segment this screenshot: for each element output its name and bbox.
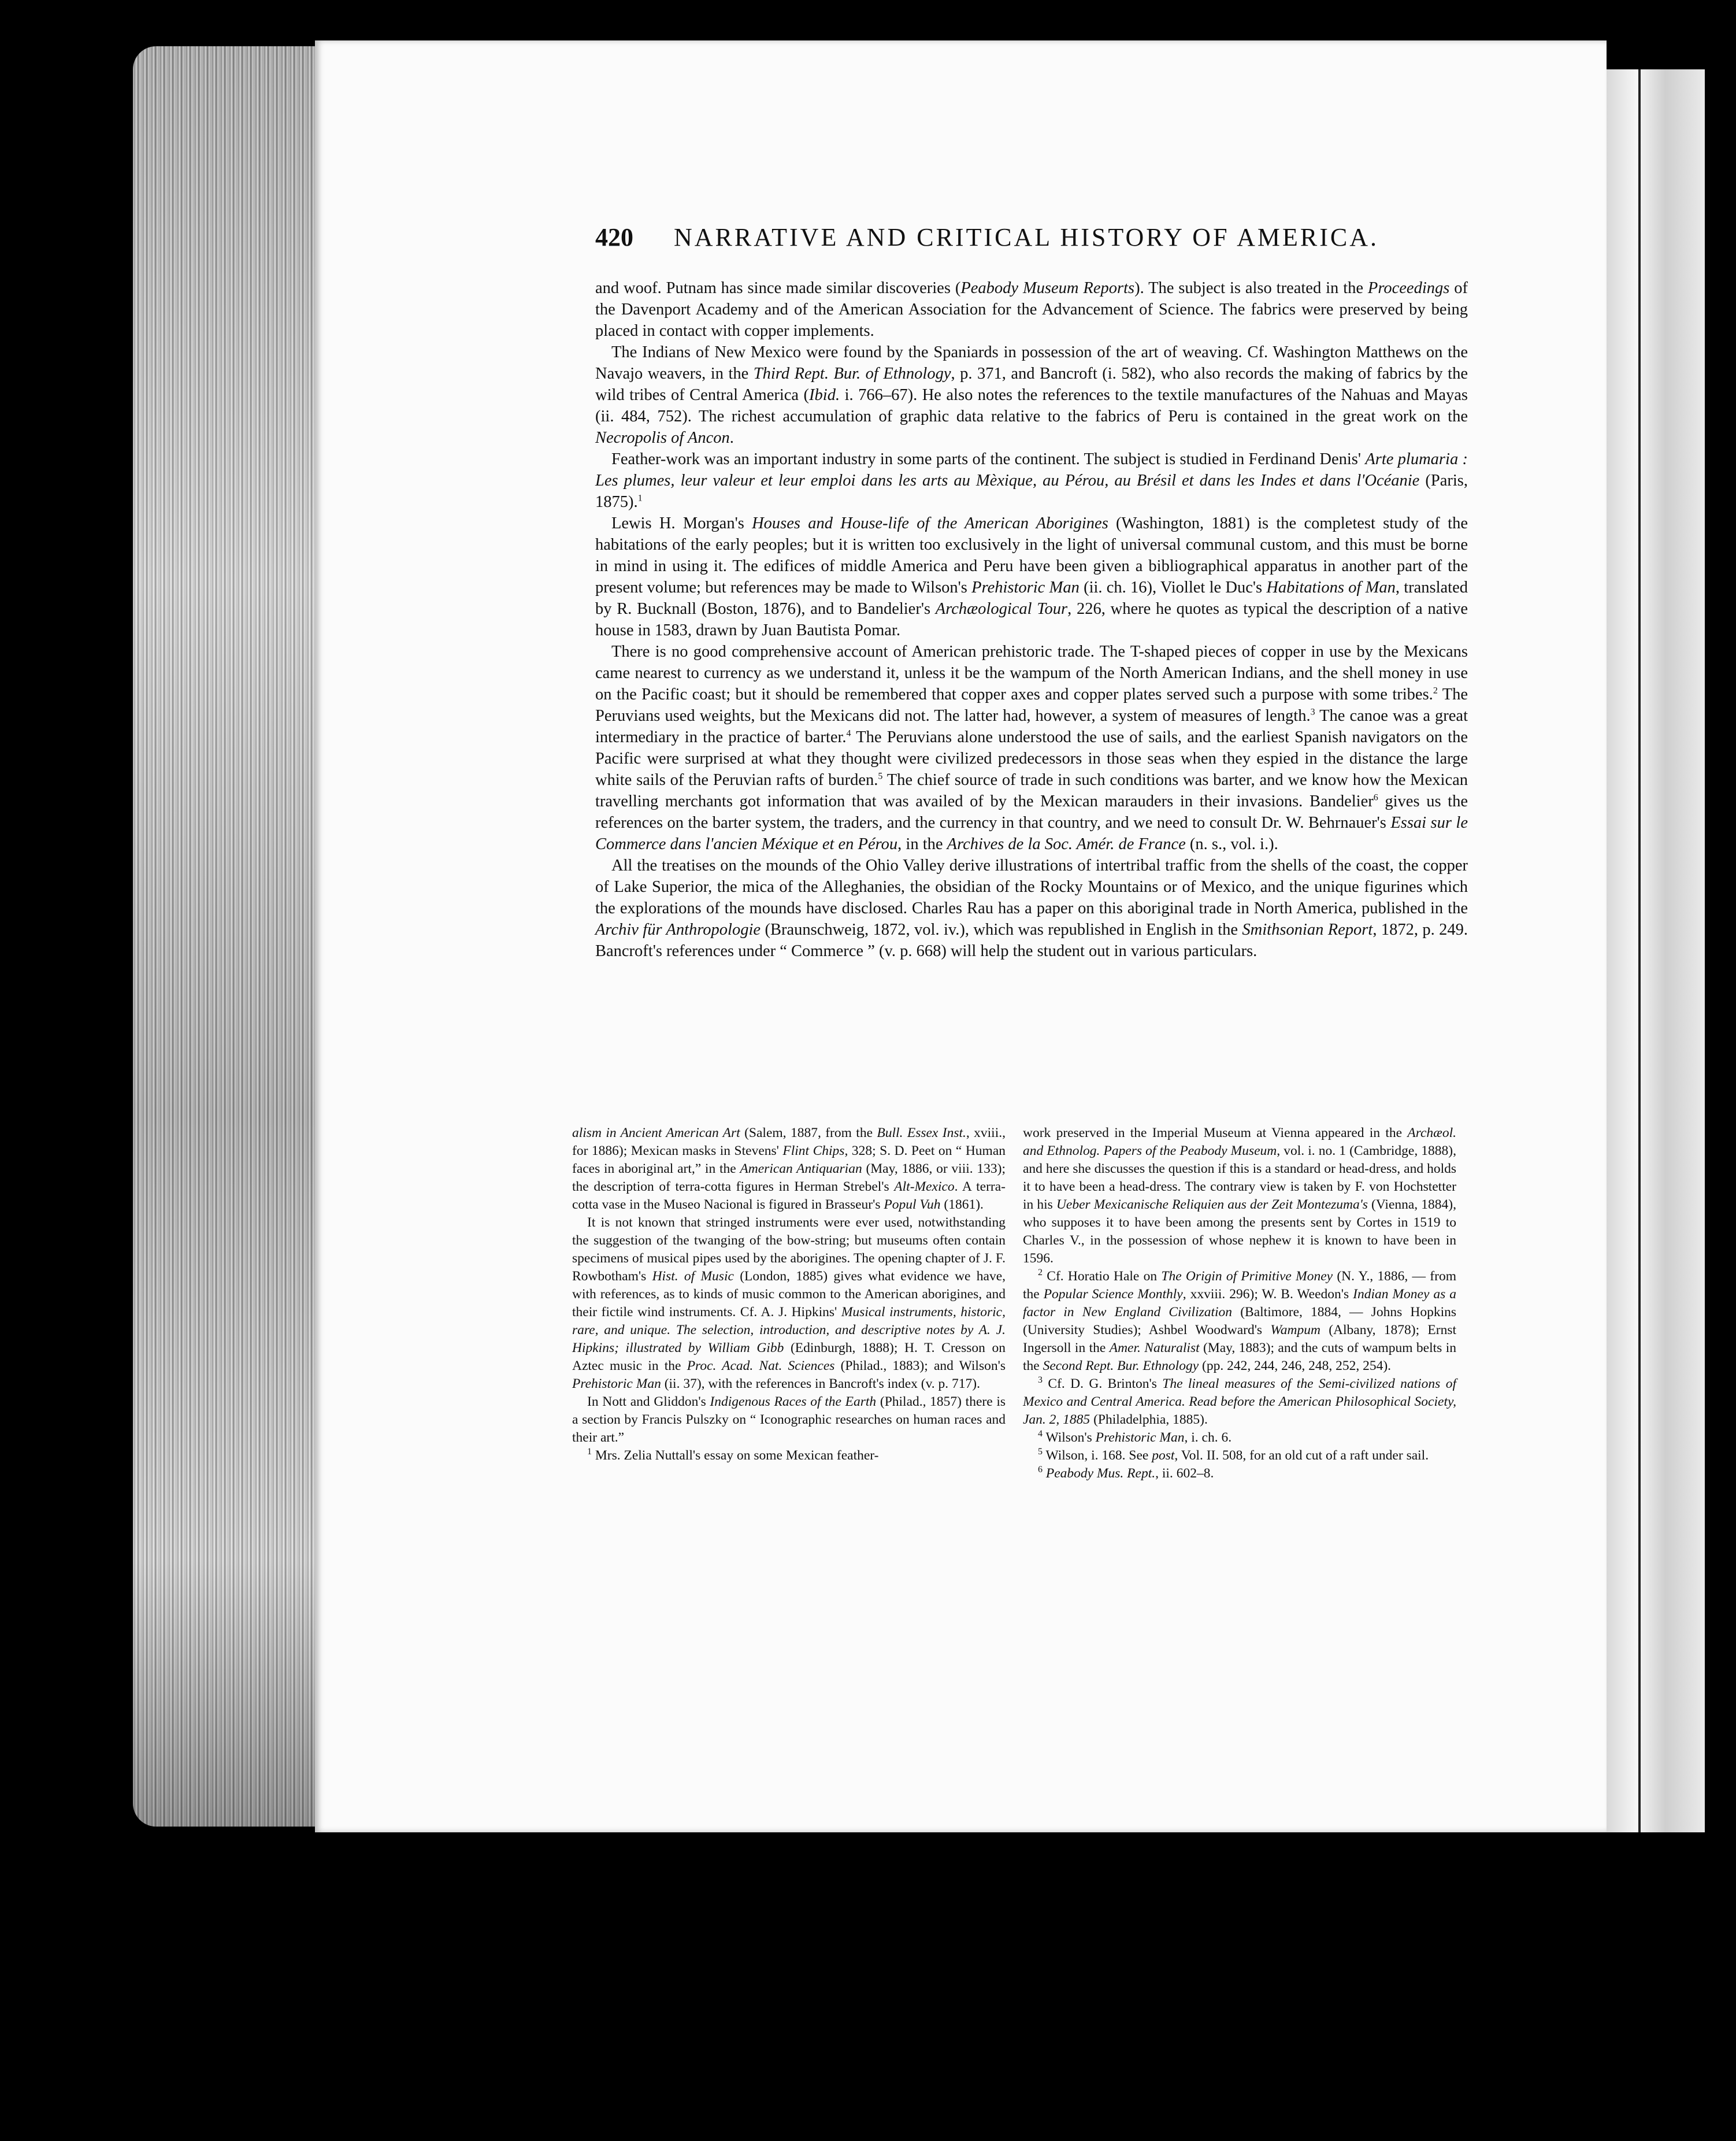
running-head	[595, 223, 1578, 269]
text-run: (n. s., vol. i.).	[1185, 835, 1278, 853]
text-run: Lewis H. Morgan's	[611, 514, 752, 532]
page-number: 420	[595, 223, 633, 251]
text-run: (Edinburgh, 1888); H. T. Cresson on Aztec music in the	[572, 1340, 1006, 1373]
text-run: (Paris, 1875).	[595, 472, 1468, 511]
italic-title: Essai sur le Commerce dans l'ancien Méxique et en Pérou	[595, 814, 1468, 853]
footnote-marker: 5	[878, 771, 883, 781]
footnote-marker: 4	[1038, 1429, 1043, 1439]
footnote-marker: 2	[1433, 686, 1438, 696]
italic-title: Habitations of Man	[1266, 579, 1396, 597]
text-run: (Salem, 1887, from the	[740, 1125, 877, 1140]
footnotes-right-column	[1023, 1124, 1456, 1483]
italic-title: Wampum	[1270, 1323, 1320, 1338]
text-run: , 328; S. D. Peet on “ Human faces in aboriginal art,” in the	[572, 1143, 1006, 1176]
text-run: (Washington, 1881) is the completest study of the habitations of the early peoples; but it is written too exclusively in the light of universal communal custom, and this must be borne in mind in using it. The edifices of middle America and Peru have been given a bibliographical apparatus in another part of the present volume; but references may be made to Wilson's	[595, 514, 1468, 597]
text-run: (May, 1883); and the cuts of wampum belts in the	[1023, 1340, 1456, 1373]
text-run: The canoe was a great intermediary in the practice of barter.	[595, 707, 1468, 746]
body-paragraph	[595, 342, 1468, 449]
italic-title: American Antiquarian	[740, 1161, 862, 1176]
italic-title: Archæological Tour	[935, 600, 1068, 618]
text-run: (Braunschweig, 1872, vol. iv.), which was republished in English in the	[761, 921, 1242, 939]
text-run: Feather-work was an important industry in some parts of the continent. The subject is studied in Ferdinand Denis'	[611, 450, 1366, 468]
footnote-paragraph	[572, 1124, 1006, 1214]
text-run: (Baltimore, 1884, — Johns Hopkins (University Studies); Ashbel Woodward's	[1023, 1305, 1456, 1338]
text-run: (Albany, 1878); Ernst Ingersoll in the	[1023, 1323, 1456, 1355]
text-run: Mrs. Zelia Nuttall's essay on some Mexican feather-	[592, 1448, 879, 1463]
text-run: , Vol. II. 508, for an old cut of a raft under sail.	[1174, 1448, 1429, 1463]
italic-title: Indigenous Races of the Earth	[710, 1394, 877, 1409]
footnote-marker: 3	[1310, 707, 1315, 717]
text-run: The Indians of New Mexico were found by the Spaniards in possession of the art of weaving. Cf. Washington Matthews on the Navajo weavers, in the	[595, 343, 1468, 383]
italic-title: Amer. Naturalist	[1109, 1340, 1200, 1355]
text-run: and woof. Putnam has since made similar discoveries (	[595, 279, 961, 297]
footnote-marker: 1	[587, 1447, 592, 1457]
text-run: (Philad., 1857) there is a section by Francis Pulszky on “ Iconographic researches on human races and their art.”	[572, 1394, 1006, 1445]
text-run: The Peruvians used weights, but the Mexicans did not. The latter had, however, a system of measures of length.	[595, 686, 1468, 725]
italic-title: Musical instruments, historic, rare, and unique. The selection, introduction, and descriptive notes by A. J. Hipkins; illustrated by William Gibb	[572, 1305, 1006, 1355]
italic-title: Prehistoric Man	[971, 579, 1080, 597]
text-run: , p. 371, and Bancroft (i. 582), who also records the making of fabrics by the wild tribes of Central America (	[595, 365, 1468, 404]
footnote-paragraph	[1023, 1375, 1456, 1429]
italic-title: The lineal measures of the Semi-civilized nations of Mexico and Central America. Read before the American Philosophical Society, Jan. 2, 1885	[1023, 1376, 1456, 1427]
text-run: .	[729, 429, 734, 447]
running-title: NARRATIVE AND CRITICAL HISTORY OF AMERICA.	[674, 223, 1379, 251]
text-run: (London, 1885) gives what evidence we have, with references, as to kinds of music common to the American aborigines, and their fictile wind instruments. Cf. A. J. Hipkins'	[572, 1269, 1006, 1320]
italic-title: Archives de la Soc. Amér. de France	[947, 835, 1186, 853]
text-run: Cf. Horatio Hale on	[1043, 1269, 1162, 1284]
text-run: It is not known that stringed instruments were ever used, notwithstanding the suggestion of the twanging of the bow-string; but museums often contain specimens of musical pipes used by the aborigines. The opening chapter of J. F. Rowbotham's	[572, 1215, 1006, 1284]
text-run: (ii. 37), with the references in Bancroft's index (v. p. 717).	[661, 1376, 981, 1391]
footnote-marker: 2	[1038, 1268, 1043, 1278]
text-run: Cf. D. G. Brinton's	[1043, 1376, 1163, 1391]
italic-title: Ibid.	[809, 386, 840, 404]
text-run: (1861).	[940, 1197, 984, 1212]
italic-title: Houses and House-life of the American Aborigines	[752, 514, 1108, 532]
italic-title: Popul Vuh	[884, 1197, 941, 1212]
page-gutter-line	[1638, 69, 1641, 1832]
footnote-marker: 5	[1038, 1447, 1043, 1457]
footnote-paragraph	[1023, 1447, 1456, 1465]
italic-title: Arte plumaria : Les plumes, leur valeur et leur emploi dans les arts au Mèxique, au Pérou, au Brésil et dans les Indes et dans l'Océanie	[595, 450, 1468, 490]
footnote-paragraph	[1023, 1268, 1456, 1375]
text-run: The chief source of trade in such conditions was barter, and we know how the Mexican travelling merchants got information that was availed of by the Mexican marauders in their invasions. Bandelier	[595, 771, 1468, 810]
footnote-paragraph	[1023, 1429, 1456, 1447]
footnote-paragraph	[572, 1447, 1006, 1465]
text-run: In Nott and Gliddon's	[587, 1394, 710, 1409]
italic-title: The Origin of Primitive Money	[1161, 1269, 1333, 1284]
italic-title: Archiv für Anthropologie	[595, 921, 761, 939]
text-run: , xxviii. 296); W. B. Weedon's	[1182, 1287, 1353, 1302]
text-run: (Philad., 1883); and Wilson's	[834, 1358, 1006, 1373]
scan-speck	[45, 1323, 60, 1336]
text-run: (ii. ch. 16), Viollet le Duc's	[1079, 579, 1267, 597]
facing-page-edge	[1607, 69, 1705, 1832]
italic-title: Alt-Mexico	[894, 1179, 955, 1194]
italic-title: Smithsonian Report	[1242, 921, 1373, 939]
text-run: , 1872, p. 249. Bancroft's references under “ Commerce ” (v. p. 668) will help the student out in various particulars.	[595, 921, 1468, 960]
body-paragraph	[595, 641, 1468, 855]
italic-title: Flint Chips	[782, 1143, 845, 1158]
text-run: The Peruvians alone understood the use of sails, and the earliest Spanish navigators on the Pacific were surprised at what they thought were civilized predecessors in those seas when they espied in the distance the large white sails of the Peruvian rafts of burden.	[595, 728, 1468, 789]
text-run: , translated by R. Bucknall (Boston, 1876), and to Bandelier's	[595, 579, 1468, 618]
text-run: , ii. 602–8.	[1155, 1466, 1214, 1481]
text-run: (pp. 242, 244, 246, 248, 252, 254).	[1199, 1358, 1392, 1373]
text-run: (May, 1886, or viii. 133); the description of terra-cotta figures in Herman Strebel's	[572, 1161, 1006, 1194]
body-paragraph	[595, 449, 1468, 513]
italic-title: Hist. of Music	[652, 1269, 734, 1284]
italic-title: Proceedings	[1367, 279, 1450, 297]
body-paragraph	[595, 855, 1468, 962]
body-paragraph	[595, 277, 1468, 342]
text-run: , vol. i. no. 1 (Cambridge, 1888), and here she discusses the question if this is a standard or head-dress, and holds it to have been a head-dress. The contrary view is taken by F. von Hochstetter in his	[1023, 1143, 1456, 1212]
italic-title: Peabody Museum Reports	[960, 279, 1135, 297]
italic-title: Popular Science Monthly	[1043, 1287, 1183, 1302]
text-run: All the treatises on the mounds of the Ohio Valley derive illustrations of intertribal traffic from the shells of the coast, the copper of Lake Superior, the mica of the Alleghanies, the obsidian of the Rocky Mountains or of Mexico, and the unique figurines which the explorations of the mounds have disclosed. Charles Rau has a paper on this aboriginal trade in North America, published in the	[595, 857, 1468, 917]
italic-title: Proc. Acad. Nat. Sciences	[687, 1358, 835, 1373]
italic-title: Ueber Mexicanische Reliquien aus der Zeit Montezuma's	[1056, 1197, 1368, 1212]
text-run: (Vienna, 1884), who supposes it to have been among the presents sent by Cortes in 1519 to Charles V., in the possession of whose nephew it is known to have been in 1596.	[1023, 1197, 1456, 1266]
main-text	[595, 277, 1468, 962]
italic-title: Bull. Essex Inst.	[877, 1125, 966, 1140]
text-run: Wilson's	[1043, 1430, 1096, 1445]
text-run: i. 766–67). He also notes the references to the textile manufactures of the Nahuas and Mayas (ii. 484, 752). The richest accumulation of graphic data relative to the fabrics of Peru is contained in the great work on the	[595, 386, 1468, 425]
italic-title: Prehistoric Man	[572, 1376, 661, 1391]
book-page-edges	[133, 46, 318, 1827]
footnote-marker: 4	[846, 728, 851, 739]
text-run: work preserved in the Imperial Museum at Vienna appeared in the	[1023, 1125, 1408, 1140]
text-run: . A terra-cotta vase in the Museo Nacional is figured in Brasseur's	[572, 1179, 1006, 1212]
footnote-marker: 6	[1373, 792, 1378, 803]
text-run: (N. Y., 1886, — from the	[1023, 1269, 1456, 1302]
scan-speck	[1182, 2081, 1188, 2094]
text-run: ). The subject is also treated in the	[1134, 279, 1368, 297]
footnote-marker: 3	[1038, 1375, 1043, 1386]
footnote-paragraph	[1023, 1124, 1456, 1268]
italic-title: Second Rept. Bur. Ethnology	[1043, 1358, 1199, 1373]
text-run: gives us the references on the barter system, the traders, and the currency in that country, and we need to consult Dr. W. Behrnauer's	[595, 792, 1468, 832]
text-run: of the Davenport Academy and of the American Association for the Advancement of Science. The fabrics were preserved by being placed in contact with copper implements.	[595, 279, 1468, 340]
text-run: There is no good comprehensive account of American prehistoric trade. The T-shaped pieces of copper in use by the Mexicans came nearest to currency as we understand it, unless it be the wampum of the North American Indians, and the shell money in use on the Pacific coast; but it should be remembered that copper axes and copper plates served such a purpose with some tribes.	[595, 643, 1468, 703]
italic-title: Third Rept. Bur. of Ethnology	[753, 365, 951, 383]
text-run: Wilson, i. 168. See	[1043, 1448, 1152, 1463]
italic-title: Indian Money as a factor in New England Civilization	[1023, 1287, 1456, 1320]
footnote-marker: 1	[637, 493, 643, 503]
text-run: , xviii., for 1886); Mexican masks in Stevens'	[572, 1125, 1006, 1158]
footnote-paragraph	[572, 1393, 1006, 1447]
footnote-paragraph	[1023, 1465, 1456, 1483]
footnotes-left-column	[572, 1124, 1006, 1465]
italic-title: Prehistoric Man	[1095, 1430, 1185, 1445]
footnote-marker: 6	[1038, 1465, 1043, 1475]
italic-title: post	[1152, 1448, 1175, 1463]
text-run: , i. ch. 6.	[1184, 1430, 1232, 1445]
body-paragraph	[595, 513, 1468, 641]
footnote-paragraph	[572, 1214, 1006, 1393]
italic-title: Peabody Mus. Rept.	[1045, 1466, 1156, 1481]
text-run: , 226, where he quotes as typical the description of a native house in 1583, drawn by Juan Bautista Pomar.	[595, 600, 1468, 639]
italic-title: Necropolis of Ancon	[595, 429, 730, 447]
italic-title: Archæol. and Ethnolog. Papers of the Peabody Museum	[1023, 1125, 1456, 1158]
text-run: , in the	[897, 835, 947, 853]
italic-title: alism in Ancient American Art	[572, 1125, 740, 1140]
text-run: (Philadelphia, 1885).	[1090, 1412, 1208, 1427]
